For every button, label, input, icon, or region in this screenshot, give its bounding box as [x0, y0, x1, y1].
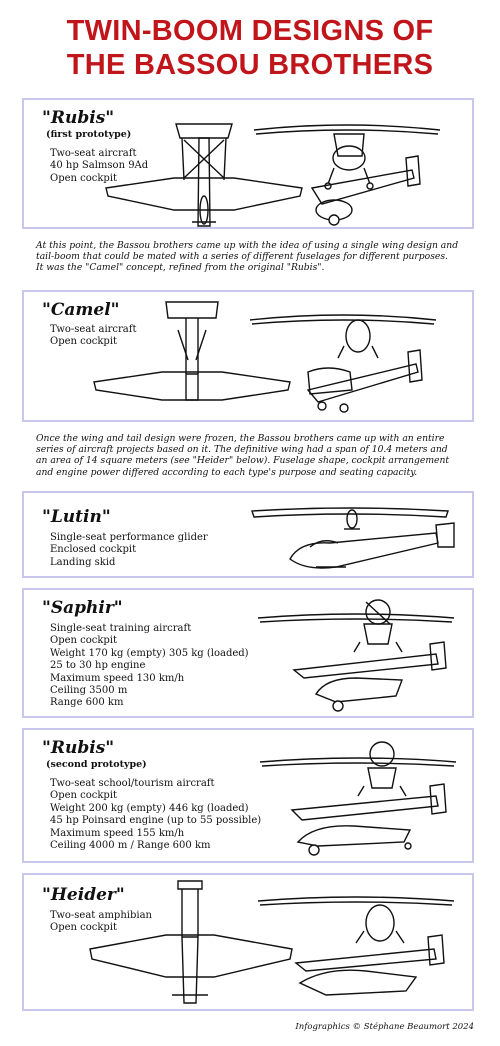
card-subtitle: (first prototype) — [46, 129, 132, 140]
card-subtitle: (second prototype) — [46, 759, 147, 770]
title-line-1: TWIN-BOOM DESIGNS OF — [66, 15, 434, 47]
spec-line: Enclosed cockpit — [50, 544, 137, 556]
spec-line: Open cockpit — [50, 922, 118, 934]
card-title: "Lutin" — [42, 507, 111, 527]
spec-line: Two-seat aircraft — [50, 148, 137, 159]
card-heider — [22, 873, 474, 1011]
side-front-view-drawing — [252, 112, 442, 227]
card-title: "Saphir" — [42, 598, 123, 618]
page-title — [0, 14, 500, 82]
card-title: "Heider" — [42, 885, 125, 905]
spec-list — [50, 778, 261, 852]
spec-line: Two-seat school/tourism aircraft — [50, 778, 215, 789]
title-line-2: THE BASSOU BROTHERS — [66, 49, 434, 81]
spec-line: Two-seat aircraft — [50, 324, 137, 335]
spec-line: Two-seat amphibian — [50, 910, 152, 921]
spec-line: Single-seat performance glider — [50, 532, 208, 543]
card-title: "Camel" — [42, 300, 120, 320]
glider-side-view-drawing — [286, 523, 486, 571]
spec-line: 40 hp Salmson 9Ad — [50, 160, 149, 172]
card-lutin — [22, 491, 474, 578]
side-front-view-drawing — [248, 302, 438, 417]
spec-line: Open cockpit — [50, 336, 118, 348]
spec-line: Open cockpit — [50, 635, 118, 647]
side-front-view-drawing — [258, 734, 458, 859]
credit-line: Infographics © Stéphane Beaumort 2024 — [295, 1022, 474, 1032]
card-title: "Rubis" — [42, 738, 115, 758]
spec-line: Single-seat training aircraft — [50, 623, 192, 634]
spec-line: 25 to 30 hp engine — [50, 660, 146, 672]
card-title: "Rubis" — [42, 108, 115, 128]
card-camel — [22, 290, 474, 422]
spec-line: 45 hp Poinsard engine (up to 55 possible) — [50, 815, 262, 827]
side-front-view-drawing — [256, 879, 456, 1004]
spec-line: Ceiling 4000 m / Range 600 km — [50, 840, 211, 852]
narrative-note: At this point, the Bassou brothers came up with the idea of using a single wing design and tail-boom that could be mated with a series of different fuselages for different purposes. It was the "Camel" concept, refined from the original "Rubis". — [36, 240, 459, 274]
spec-line: Maximum speed 130 km/h — [50, 672, 185, 684]
side-front-view-drawing — [256, 594, 456, 714]
narrative-note: Once the wing and tail design were frozen, the Bassou brothers came up with an entire series of aircraft projects based on it. The definitive wing had a span of 10.4 meters and an area of 14 square meters (see "Heider" below). Fuselage shape, cockpit arrangement and engine power differed according to each type's purpose and seating capacity. — [36, 433, 450, 478]
spec-list — [50, 623, 249, 710]
spec-list — [50, 532, 208, 569]
card-rubis-second-prototype — [22, 728, 474, 863]
spec-line: Maximum speed 155 km/h — [50, 827, 185, 839]
spec-line: Landing skid — [50, 556, 116, 568]
spec-line: Open cockpit — [50, 172, 118, 184]
spec-line: Weight 170 kg (empty) 305 kg (loaded) — [50, 647, 249, 659]
card-rubis-first-prototype — [22, 98, 474, 229]
card-saphir — [22, 588, 474, 718]
spec-line: Ceiling 3500 m — [50, 685, 128, 697]
spec-line: Weight 200 kg (empty) 446 kg (loaded) — [50, 802, 249, 814]
spec-line: Range 600 km — [50, 697, 124, 709]
spec-line: Open cockpit — [50, 790, 118, 802]
